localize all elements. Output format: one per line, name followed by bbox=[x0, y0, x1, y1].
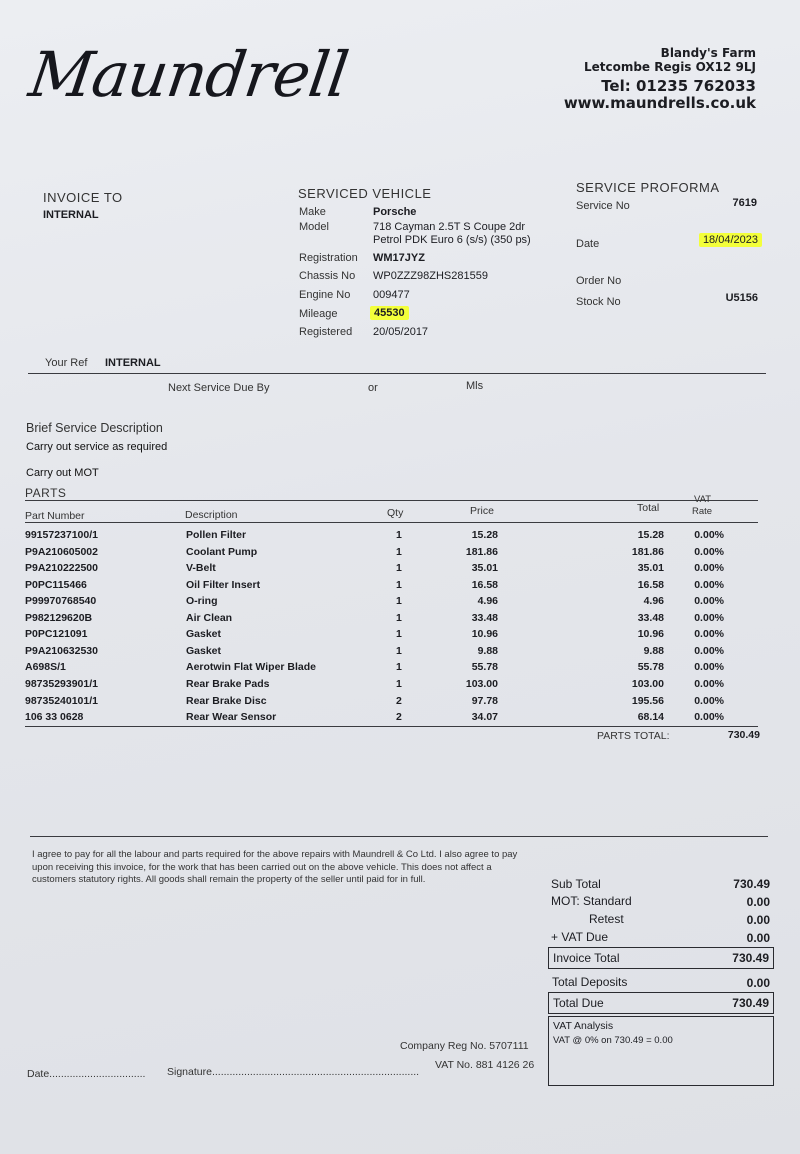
parts-cell-price: 34.07 bbox=[471, 711, 498, 724]
agreement-text: I agree to pay for all the labour and parts required for the above repairs with Maundrell & Co Ltd. I also agree to pay upon receiving this invoice, for the work that has been carried out on the above vehicle. This does not affect a customers statutory rights. All goods shall remain the property of the seller until paid for in full. bbox=[32, 849, 518, 885]
parts-cell-total: 55.78 bbox=[637, 661, 664, 674]
signature-line: Signature....................................................................... bbox=[167, 1066, 420, 1078]
parts-cell-part: P99970768540 bbox=[25, 595, 97, 608]
parts-cell-price: 4.96 bbox=[477, 595, 498, 608]
parts-cell-vat: 0.00% bbox=[694, 677, 724, 690]
retest-label: Retest bbox=[589, 912, 624, 926]
total-due-value: 730.49 bbox=[732, 996, 769, 1010]
service-desc-line2: Carry out MOT bbox=[26, 467, 99, 479]
parts-cell-desc: Gasket bbox=[186, 628, 222, 641]
parts-cell-vat: 0.00% bbox=[694, 595, 724, 608]
next-service-mls: Mls bbox=[466, 380, 484, 392]
col-qty: Qty bbox=[387, 507, 404, 519]
company-tel: Tel: 01235 762033 bbox=[601, 77, 756, 95]
registration-value: WM17JYZ bbox=[373, 252, 425, 264]
order-no-label: Order No bbox=[576, 275, 622, 287]
parts-cell-part: 99157237100/1 bbox=[25, 529, 98, 541]
col-description: Description bbox=[185, 509, 238, 521]
vat-analysis-label: VAT Analysis bbox=[553, 1020, 614, 1032]
stock-no-label: Stock No bbox=[576, 296, 621, 308]
proforma-heading: SERVICE PROFORMA bbox=[576, 180, 720, 195]
registered-label: Registered bbox=[299, 326, 353, 338]
parts-cell-vat: 0.00% bbox=[694, 611, 724, 624]
invoice-to-value: INTERNAL bbox=[43, 209, 99, 221]
parts-heading: PARTS bbox=[25, 486, 67, 500]
vat-analysis-box bbox=[548, 1016, 774, 1086]
engine-value: 009477 bbox=[373, 289, 410, 301]
vat-due-value: 0.00 bbox=[746, 931, 770, 945]
parts-cell-vat: 0.00% bbox=[694, 628, 724, 641]
parts-cell-desc: O-ring bbox=[186, 595, 218, 608]
parts-cell-part: P0PC115466 bbox=[25, 578, 87, 591]
retest-value: 0.00 bbox=[746, 913, 770, 927]
mileage-label: Mileage bbox=[299, 308, 338, 320]
mot-label: MOT: Standard bbox=[551, 894, 632, 908]
date-value: 18/04/2023 bbox=[699, 233, 762, 247]
parts-cell-total: 68.14 bbox=[637, 711, 664, 724]
parts-cell-part: P0PC121091 bbox=[25, 628, 88, 641]
registration-label: Registration bbox=[299, 252, 358, 264]
vat-number: VAT No. 881 4126 26 bbox=[435, 1059, 535, 1071]
mileage-value: 45530 bbox=[370, 306, 409, 320]
parts-cell-part: P982129620B bbox=[25, 611, 93, 624]
parts-cell-price: 181.86 bbox=[465, 545, 498, 558]
make-label: Make bbox=[299, 206, 326, 218]
parts-cell-total: 4.96 bbox=[643, 595, 664, 608]
parts-rule-bottom bbox=[25, 726, 758, 727]
parts-cell-qty: 1 bbox=[396, 545, 402, 558]
parts-cell-part: P9A210632530 bbox=[25, 644, 98, 657]
parts-cell-desc: Pollen Filter bbox=[186, 529, 247, 541]
date-line: Date................................. bbox=[27, 1068, 146, 1080]
parts-cell-total: 9.88 bbox=[643, 644, 664, 657]
parts-cell-total: 181.86 bbox=[631, 545, 664, 558]
vat-analysis-value: VAT @ 0% on 730.49 = 0.00 bbox=[553, 1035, 673, 1046]
parts-cell-price: 103.00 bbox=[465, 677, 498, 690]
parts-cell-total: 103.00 bbox=[631, 677, 664, 690]
col-total: Total bbox=[637, 502, 660, 514]
parts-cell-desc: Oil Filter Insert bbox=[186, 578, 261, 591]
deposits-value: 0.00 bbox=[746, 976, 770, 990]
parts-cell-part: A698S/1 bbox=[25, 661, 66, 674]
parts-cell-total: 16.58 bbox=[637, 578, 664, 591]
parts-cell-price: 97.78 bbox=[471, 694, 498, 707]
parts-cell-total: 33.48 bbox=[637, 611, 664, 624]
parts-rule-top bbox=[25, 500, 758, 501]
mot-value: 0.00 bbox=[746, 895, 770, 909]
model-label: Model bbox=[299, 221, 329, 233]
parts-cell-qty: 1 bbox=[396, 562, 402, 575]
divider bbox=[28, 373, 766, 374]
parts-cell-desc: Rear Brake Pads bbox=[186, 677, 270, 690]
next-service-or: or bbox=[368, 382, 378, 394]
footer-divider bbox=[30, 836, 768, 837]
parts-cell-vat: 0.00% bbox=[694, 562, 724, 575]
parts-total-value: 730.49 bbox=[727, 729, 760, 741]
service-desc-line1: Carry out service as required bbox=[26, 441, 168, 453]
parts-cell-desc: Air Clean bbox=[186, 611, 233, 624]
chassis-label: Chassis No bbox=[299, 270, 356, 282]
parts-cell-vat: 0.00% bbox=[694, 578, 724, 591]
company-web: www.maundrells.co.uk bbox=[563, 94, 756, 112]
invoice-total-box bbox=[548, 947, 774, 969]
your-ref-value: INTERNAL bbox=[105, 357, 161, 369]
registered-value: 20/05/2017 bbox=[373, 326, 429, 338]
parts-cell-desc: Aerotwin Flat Wiper Blade bbox=[186, 661, 317, 674]
parts-cell-price: 35.01 bbox=[471, 562, 498, 575]
parts-cell-price: 9.88 bbox=[477, 644, 498, 657]
deposits-label: Total Deposits bbox=[552, 975, 628, 989]
parts-cell-part: 98735240101/1 bbox=[25, 694, 98, 707]
parts-cell-price: 10.96 bbox=[471, 628, 498, 641]
parts-cell-qty: 1 bbox=[396, 529, 402, 541]
parts-cell-vat: 0.00% bbox=[694, 529, 724, 541]
parts-cell-desc: Gasket bbox=[186, 644, 222, 657]
total-due-box bbox=[548, 992, 774, 1014]
parts-cell-price: 15.28 bbox=[471, 529, 498, 541]
parts-cell-part: 98735293901/1 bbox=[25, 677, 98, 690]
total-due-label: Total Due bbox=[553, 996, 604, 1010]
your-ref-label: Your Ref bbox=[45, 357, 88, 369]
parts-cell-vat: 0.00% bbox=[694, 644, 724, 657]
parts-cell-price: 16.58 bbox=[471, 578, 498, 591]
parts-cell-qty: 1 bbox=[396, 628, 402, 641]
service-no-label: Service No bbox=[576, 200, 630, 212]
parts-cell-qty: 1 bbox=[396, 661, 402, 674]
serviced-vehicle-heading: SERVICED VEHICLE bbox=[298, 186, 432, 201]
model-value-line1: 718 Cayman 2.5T S Coupe 2dr bbox=[373, 221, 526, 233]
parts-cell-qty: 2 bbox=[396, 694, 402, 707]
parts-cell-part: P9A210222500 bbox=[25, 562, 98, 575]
parts-cell-total: 15.28 bbox=[637, 529, 664, 541]
engine-label: Engine No bbox=[299, 289, 351, 301]
parts-rule-header bbox=[25, 522, 758, 523]
parts-cell-qty: 2 bbox=[396, 711, 402, 724]
invoice-total-label: Invoice Total bbox=[553, 951, 620, 965]
subtotal-value: 730.49 bbox=[733, 877, 770, 891]
parts-cell-desc: V-Belt bbox=[186, 562, 216, 575]
col-part-number: Part Number bbox=[25, 510, 85, 522]
model-value-line2: Petrol PDK Euro 6 (s/s) (350 ps) bbox=[373, 234, 531, 246]
service-desc-heading: Brief Service Description bbox=[26, 421, 163, 435]
col-vat-2: Rate bbox=[692, 506, 713, 517]
parts-cell-desc: Coolant Pump bbox=[186, 545, 258, 558]
parts-cell-total: 10.96 bbox=[637, 628, 664, 641]
parts-cell-qty: 1 bbox=[396, 611, 402, 624]
parts-cell-qty: 1 bbox=[396, 677, 402, 690]
address-line-2: Letcombe Regis OX12 9LJ bbox=[583, 60, 756, 74]
parts-cell-total: 195.56 bbox=[631, 694, 664, 707]
chassis-value: WP0ZZZ98ZHS281559 bbox=[373, 270, 488, 282]
col-price: Price bbox=[470, 505, 494, 517]
parts-cell-desc: Rear Wear Sensor bbox=[186, 711, 277, 724]
parts-cell-vat: 0.00% bbox=[694, 661, 724, 674]
parts-cell-price: 55.78 bbox=[471, 661, 498, 674]
company-reg: Company Reg No. 5707111 bbox=[400, 1040, 529, 1052]
col-vat-1: VAT bbox=[694, 494, 712, 505]
next-service-label: Next Service Due By bbox=[168, 382, 270, 394]
parts-cell-qty: 1 bbox=[396, 595, 402, 608]
parts-cell-total: 35.01 bbox=[637, 562, 664, 575]
parts-cell-vat: 0.00% bbox=[694, 694, 724, 707]
company-logo: Maundrell bbox=[24, 38, 353, 111]
date-label: Date bbox=[576, 238, 600, 250]
service-no-value: 7619 bbox=[732, 197, 757, 209]
parts-cell-price: 33.48 bbox=[471, 611, 498, 624]
parts-cell-desc: Rear Brake Disc bbox=[186, 694, 267, 707]
address-line-1: Blandy's Farm bbox=[660, 46, 756, 60]
parts-cell-qty: 1 bbox=[396, 578, 402, 591]
parts-cell-part: 106 33 0628 bbox=[25, 711, 84, 724]
stock-no-value: U5156 bbox=[725, 292, 758, 304]
parts-cell-vat: 0.00% bbox=[694, 545, 724, 558]
parts-total-label: PARTS TOTAL: bbox=[597, 730, 670, 742]
parts-cell-qty: 1 bbox=[396, 644, 402, 657]
vat-due-label: + VAT Due bbox=[551, 930, 609, 944]
parts-cell-part: P9A210605002 bbox=[25, 545, 98, 558]
invoice-total-value: 730.49 bbox=[732, 951, 769, 965]
invoice-to-heading: INVOICE TO bbox=[43, 190, 123, 205]
parts-cell-vat: 0.00% bbox=[694, 711, 724, 724]
make-value: Porsche bbox=[373, 206, 417, 218]
subtotal-label: Sub Total bbox=[551, 877, 601, 891]
